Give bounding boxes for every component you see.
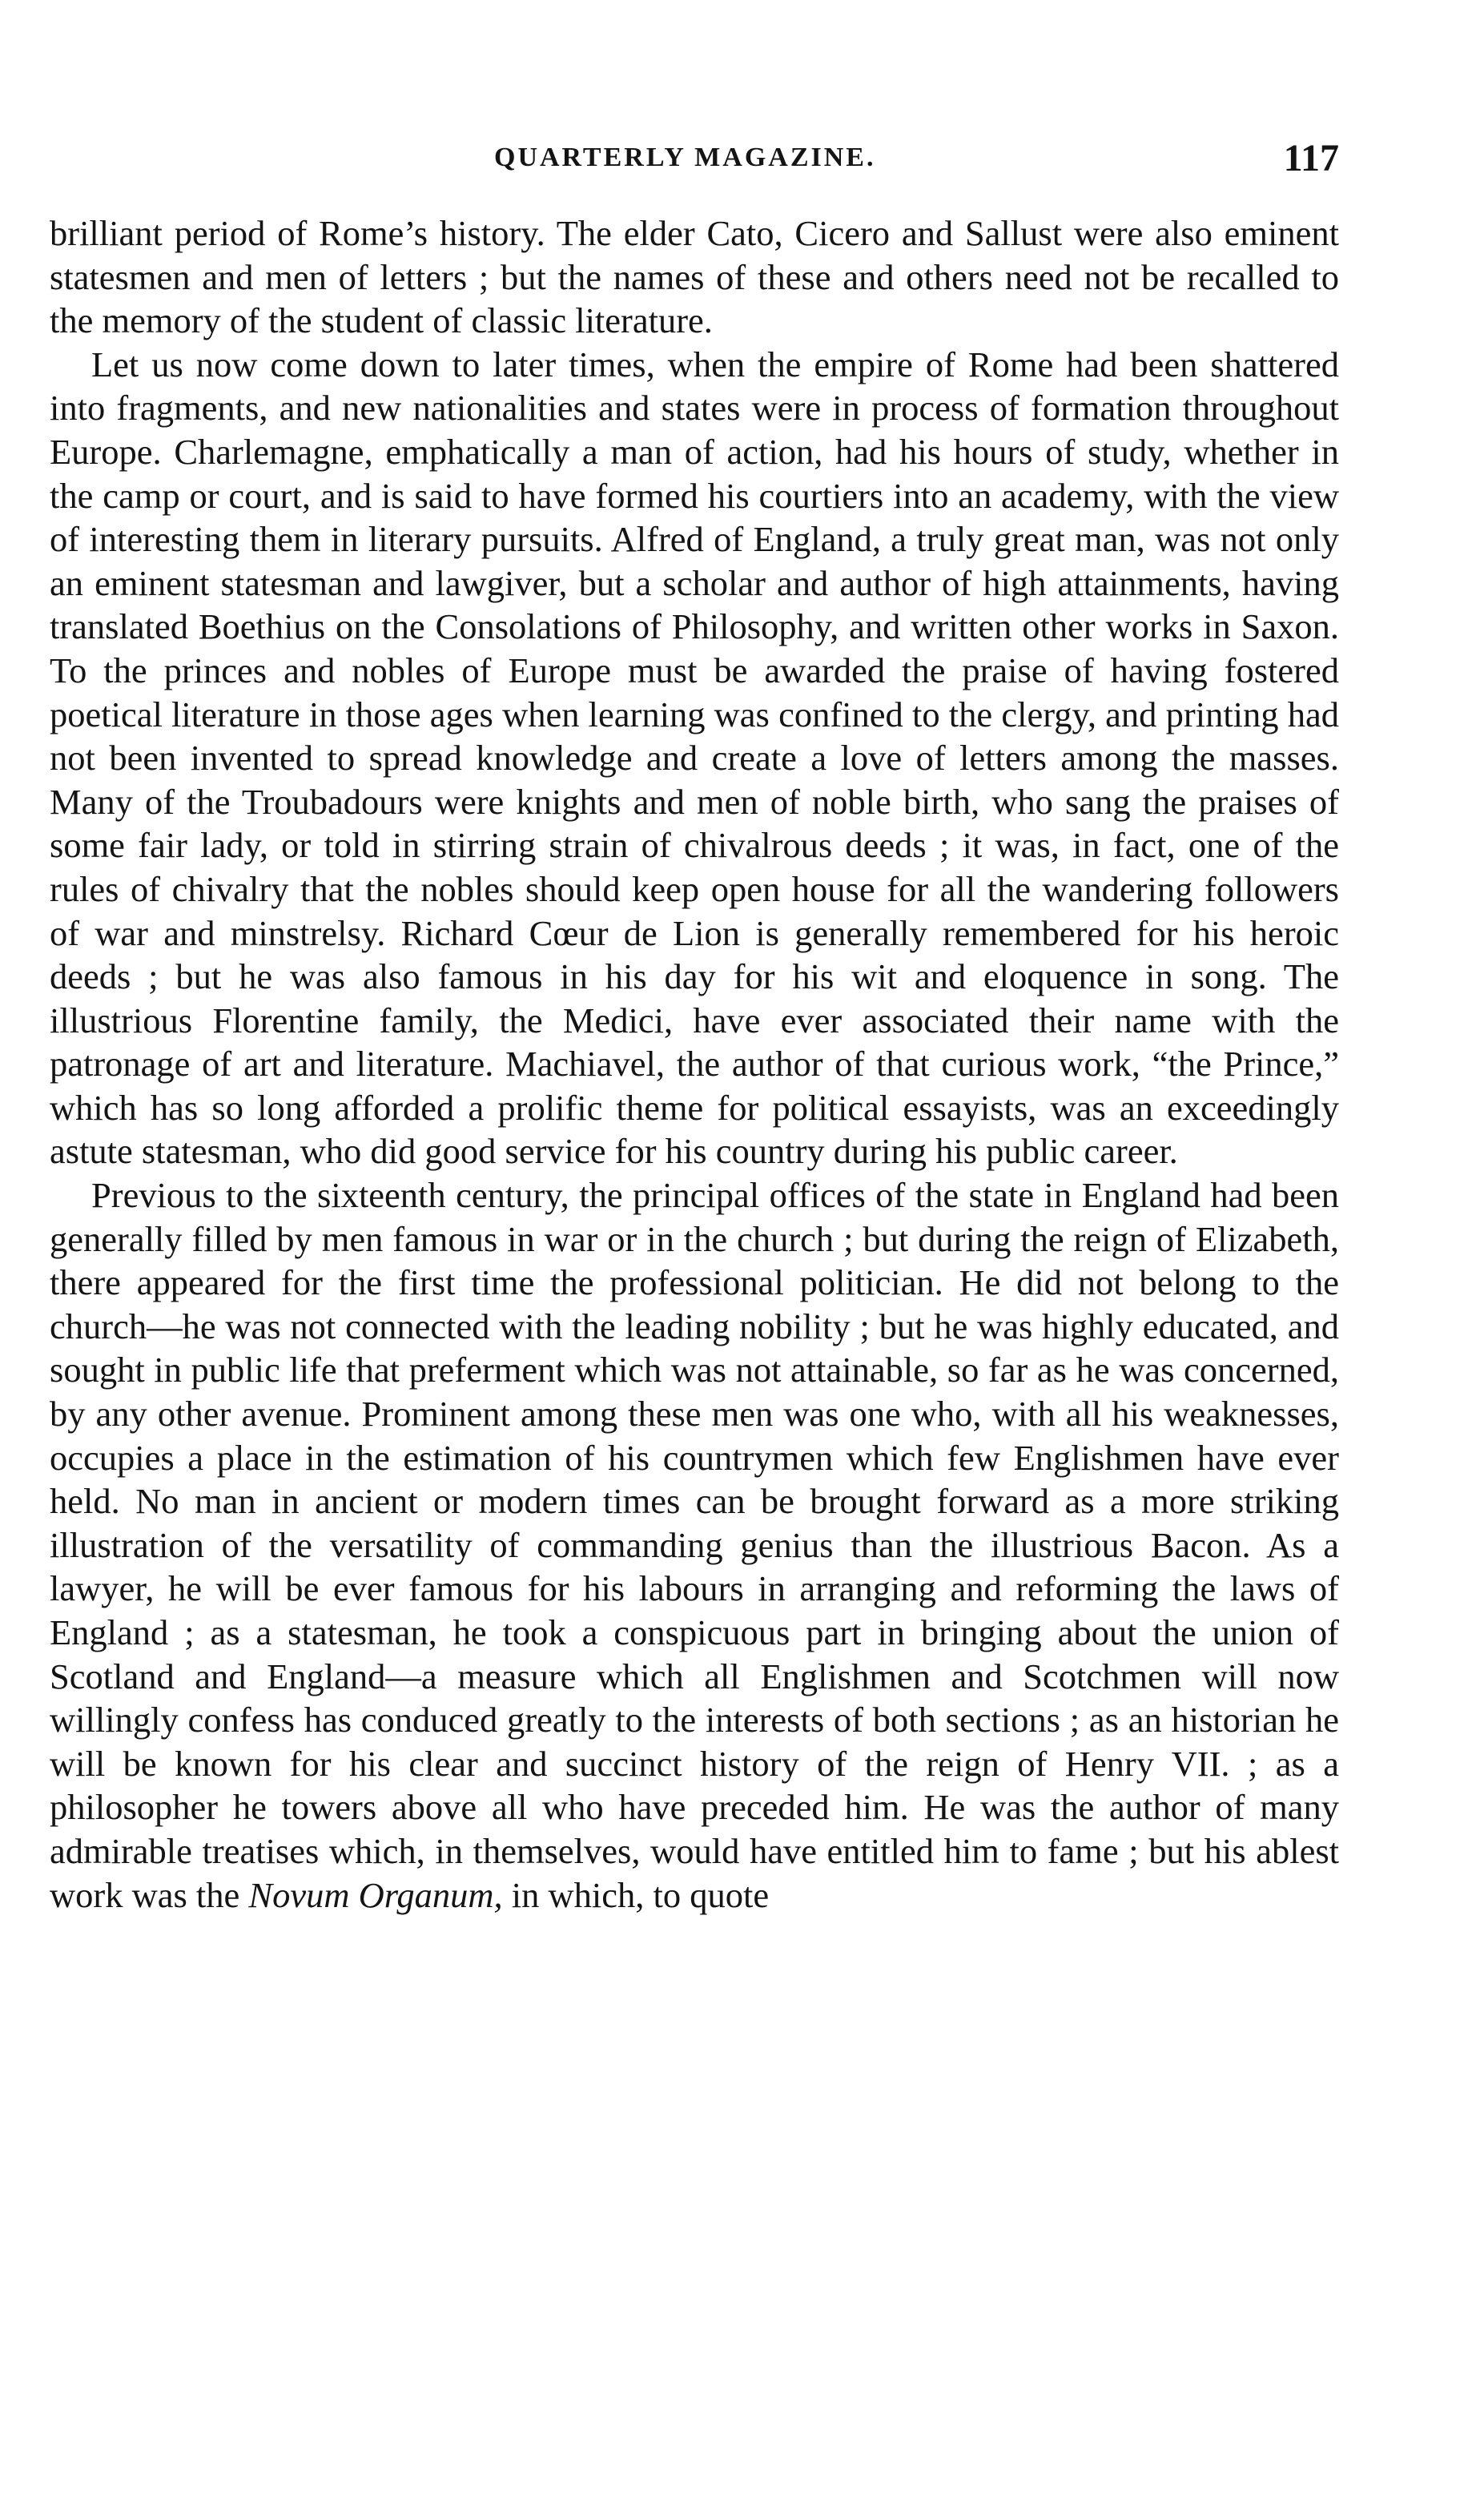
- book-page: [50, 136, 1339, 1917]
- paragraph-bacon-text: Previous to the sixteenth century, the principal offices of the state in England had been generally filled by men famous in war or in the church ; but during the reign of Elizabeth, there appeared for the first time the professional politician. He did not belong to the church—he was not connected with the leading nobility ; but he was highly educated, and sought in public life that preferment which was not attainable, so far as he was concerned, by any other avenue. Prominent among these men was one who, with all his weaknesses, occupies a place in the estimation of his countrymen which few Englishmen have ever held. No man in ancient or modern times can be brought forward as a more striking illustration of the versatility of commanding genius than the illustrious Bacon. As a lawyer, he will be ever famous for his labours in arranging and reforming the laws of England ; as a statesman, he took a conspicuous part in bringing about the union of Scotland and England—a measure which all Englishmen and Scotchmen will now willingly confess has conduced greatly to the interests of both sections ; as an historian he will be known for his clear and succinct history of the reign of Henry VII. ; as a philosopher he towers above all who have preceded him. He was the author of many admirable treatises which, in themselves, would have entitled him to fame ; but his ablest work was the: [50, 1175, 1339, 1915]
- running-title: QUARTERLY MAGAZINE.: [494, 143, 876, 172]
- body-text: [50, 211, 1339, 1917]
- paragraph-later-times: Let us now come down to later times, when the empire of Rome had been shattered into fragments, and new nationalities and states were in process of formation throughout Europe. Charlemagne, emphatically a man of action, had his hours of study, whether in the camp or court, and is said to have formed his courtiers into an academy, with the view of interesting them in literary pursuits. Alfred of England, a truly great man, was not only an eminent statesman and lawgiver, but a scholar and author of high attainments, having translated Boethius on the Consolations of Philosophy, and written other works in Saxon. To the princes and nobles of Europe must be awarded the praise of having fostered poetical literature in those ages when learning was confined to the clergy, and printing had not been invented to spread knowledge and create a love of letters among the masses. Many of the Troubadours were knights and men of noble birth, who sang the praises of some fair lady, or told in stirring strain of chivalrous deeds ; it was, in fact, one of the rules of chivalry that the nobles should keep open house for all the wandering followers of war and minstrelsy. Richard Cœur de Lion is generally remembered for his heroic deeds ; but he was also famous in his day for his wit and eloquence in song. The illustrious Florentine family, the Medici, have ever associated their name with the patronage of art and literature. Machiavel, the author of that curious work, “the Prince,” which has so long afforded a prolific theme for political essayists, was an exceedingly astute statesman, who did good service for his country during his public career.: [50, 344, 1339, 1172]
- paragraph-continued: brilliant period of Rome’s history. The elder Cato, Cicero and Sallust were also eminent statesmen and men of letters ; but the names of these and others need not be recalled to the memory of the student of classic literature.: [50, 213, 1339, 341]
- paragraph-bacon-ending: in which, to quote: [511, 1874, 770, 1915]
- running-head: [50, 136, 1339, 192]
- paragraph-bacon: [50, 1173, 1339, 1917]
- page-number: 117: [1283, 137, 1339, 179]
- novum-organum-title: Novum Organum,: [248, 1874, 503, 1915]
